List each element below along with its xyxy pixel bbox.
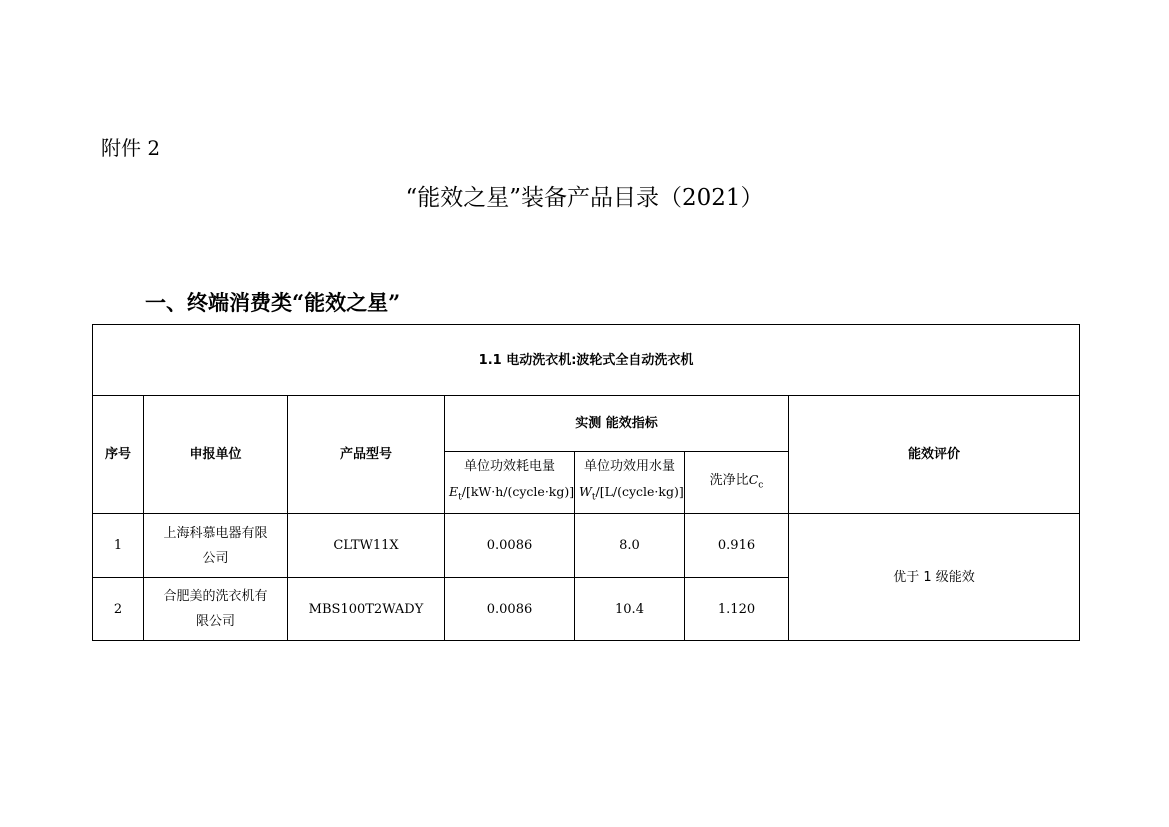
header-measured-group: 实测 能效指标	[445, 396, 789, 452]
row-water: 8.0	[575, 514, 685, 578]
row-energy: 0.0086	[445, 514, 575, 578]
table-caption: 1.1 电动洗衣机:波轮式全自动洗衣机	[93, 325, 1080, 396]
row-company-line: 上海科慕电器有限	[163, 525, 268, 541]
header-water-unit	[579, 479, 684, 511]
header-seq: 序号	[93, 396, 144, 514]
header-energy	[445, 452, 575, 514]
row-seq: 1	[93, 514, 144, 578]
document-title: “能效之星”装备产品目录（2021）	[405, 185, 764, 211]
water-subscript: t	[591, 492, 596, 503]
section-heading: 一、终端消费类“能效之星”	[145, 290, 401, 315]
water-symbol: W	[579, 484, 592, 500]
row-company	[144, 514, 288, 578]
header-wash-ratio	[685, 452, 789, 514]
wash-symbol: C	[748, 471, 759, 487]
attachment-label: 附件 2	[101, 136, 161, 160]
row-seq: 2	[93, 578, 144, 641]
header-water	[575, 452, 685, 514]
row-model: CLTW11X	[288, 514, 445, 578]
row-wash-ratio: 1.120	[685, 578, 789, 641]
header-evaluation: 能效评价	[789, 396, 1080, 514]
energy-unit-text: /[kW·h/(cycle·kg)]	[461, 484, 575, 500]
row-water: 10.4	[575, 578, 685, 641]
row-wash-ratio: 0.916	[685, 514, 789, 578]
row-company	[144, 578, 288, 641]
row-company-line: 合肥美的洗衣机有	[163, 589, 268, 604]
table-row	[93, 514, 1080, 578]
row-company-line: 公司	[202, 550, 229, 566]
header-energy-label: 单位功效耗电量	[463, 459, 555, 475]
energy-symbol: E	[449, 484, 459, 500]
water-unit-text: /[L/(cycle·kg)]	[595, 484, 684, 500]
header-wash-label: 洗净比	[709, 472, 749, 488]
wash-subscript: c	[758, 480, 764, 491]
row-model: MBS100T2WADY	[288, 578, 445, 641]
header-company: 申报单位	[144, 396, 288, 514]
header-energy-unit	[449, 479, 575, 511]
row-energy: 0.0086	[445, 578, 575, 641]
row-evaluation: 优于 1 级能效	[789, 514, 1080, 641]
energy-subscript: t	[458, 492, 462, 503]
header-water-label: 单位功效用水量	[583, 459, 675, 475]
header-model: 产品型号	[288, 396, 445, 514]
row-company-line: 限公司	[195, 614, 235, 629]
product-catalog-table	[92, 324, 1080, 641]
